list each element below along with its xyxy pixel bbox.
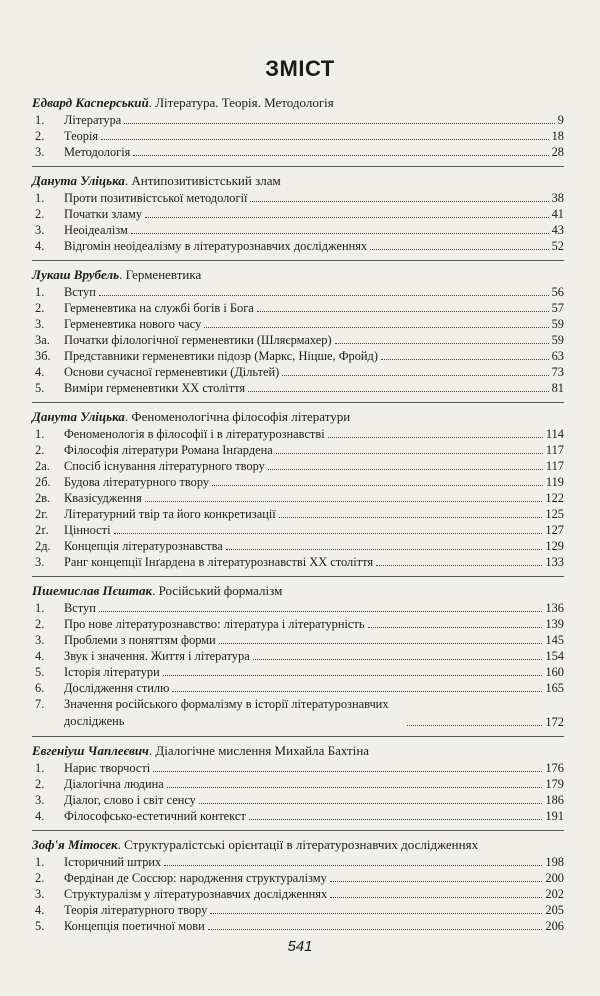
entry-title: Початки зламу: [64, 207, 143, 221]
entry-number: 3а.: [35, 333, 50, 347]
entry-number: 2.: [35, 443, 45, 457]
entry-title: Неоідеалізм: [64, 223, 128, 237]
toc-entry: [32, 792, 564, 808]
entry-number: 2.: [35, 617, 45, 631]
entry-page-number: 38: [551, 191, 564, 205]
entry-title: Фердінан де Соссюр: народження структуралізму: [64, 871, 327, 885]
section-author: Зоф'я Мітосек: [32, 837, 118, 852]
entry-number: 2ґ.: [35, 523, 49, 537]
entry-page-number: 52: [551, 239, 564, 253]
leader-dots: [370, 249, 548, 250]
toc-section: [32, 267, 564, 396]
toc-entry: [32, 458, 564, 474]
entry-title: Діалогічна людина: [64, 777, 164, 791]
leader-dots: [212, 485, 543, 486]
entry-number: 2б.: [35, 475, 51, 489]
leader-dots: [204, 327, 548, 328]
entry-page-number: 139: [545, 617, 564, 631]
leader-dots: [376, 565, 542, 566]
entry-title: Будова літературного твору: [64, 475, 210, 489]
entry-title: Ранг концепції Інґардена в літературознавстві XX століття: [64, 555, 374, 569]
entry-page-number: 205: [545, 903, 564, 917]
entry-number: 3.: [35, 793, 45, 807]
entry-title: Герменевтика на службі богів і Бога: [64, 301, 254, 315]
section-divider: [32, 576, 564, 577]
entry-number: 6.: [35, 681, 45, 695]
entry-title: Концепція поетичної мови: [64, 919, 205, 933]
entry-number: 5.: [35, 919, 45, 933]
entry-page-number: 43: [551, 223, 564, 237]
toc-entry: [32, 474, 564, 490]
section-author: Едвард Касперський: [32, 95, 149, 110]
toc-entry: [32, 870, 564, 886]
section-topic: . Російський формалізм: [152, 583, 283, 598]
toc-entry: [32, 538, 564, 554]
leader-dots: [328, 437, 543, 438]
entry-page-number: 122: [545, 491, 564, 505]
entry-page-number: 81: [551, 381, 564, 395]
section-author: Лукаш Врубель: [32, 267, 120, 282]
entry-number: 1.: [35, 285, 45, 299]
leader-dots: [330, 897, 542, 898]
entry-number: 4.: [35, 903, 45, 917]
entry-title: Теорія літературного твору: [64, 903, 208, 917]
toc-entry: [32, 222, 564, 238]
section-author: Данута Уліцька: [32, 173, 125, 188]
entry-number: 3б.: [35, 349, 51, 363]
leader-dots: [163, 675, 543, 676]
toc-entry: [32, 506, 564, 522]
leader-dots: [381, 359, 549, 360]
entry-title: Проблеми з поняттям форми: [64, 633, 216, 647]
entry-number: 2в.: [35, 491, 51, 505]
toc-entry: [32, 776, 564, 792]
toc-section: [32, 583, 564, 730]
entry-page-number: 41: [551, 207, 564, 221]
entry-title: Діалог, слово і світ сенсу: [64, 793, 196, 807]
entry-number: 1.: [35, 601, 45, 615]
leader-dots: [99, 295, 549, 296]
entry-page-number: 176: [545, 761, 564, 775]
section-divider: [32, 166, 564, 167]
entry-number: 2.: [35, 871, 45, 885]
toc-entry: [32, 128, 564, 144]
leader-dots: [253, 659, 543, 660]
entry-number: 3.: [35, 223, 45, 237]
entry-number: 3.: [35, 633, 45, 647]
entry-page-number: 125: [545, 507, 564, 521]
entry-title: Герменевтика нового часу: [64, 317, 202, 331]
section-author: Данута Уліцька: [32, 409, 125, 424]
leader-dots: [335, 343, 549, 344]
entry-title: Історія літератури: [64, 665, 160, 679]
leader-dots: [268, 469, 543, 470]
entry-number: 7.: [35, 697, 45, 711]
entry-number: 4.: [35, 649, 45, 663]
entry-page-number: 206: [545, 919, 564, 933]
table-of-contents: [32, 95, 564, 936]
toc-section: [32, 837, 564, 934]
section-heading: [32, 95, 564, 111]
section-topic: . Діалогічне мислення Михайла Бахтіна: [148, 743, 370, 758]
toc-entry: [32, 808, 564, 824]
entry-number: 2.: [35, 777, 45, 791]
entry-title: Філософсько-естетичний контекст: [64, 809, 246, 823]
toc-entry: [32, 760, 564, 776]
entry-number: 2.: [35, 129, 45, 143]
entry-page-number: 145: [545, 633, 564, 647]
entry-page-number: 57: [551, 301, 564, 315]
entry-number: 1.: [35, 761, 45, 775]
leader-dots: [164, 865, 542, 866]
entry-number: 2.: [35, 301, 45, 315]
entry-title: Дослідження стилю: [64, 681, 170, 695]
entry-page-number: 165: [545, 681, 564, 695]
entry-title: Структуралізм у літературознавчих дослідженнях: [64, 887, 328, 901]
toc-entry: [32, 300, 564, 316]
entry-page-number: 117: [545, 459, 564, 473]
entry-page-number: 59: [551, 333, 564, 347]
entry-number: 1.: [35, 191, 45, 205]
toc-entry: [32, 554, 564, 570]
entry-page-number: 154: [545, 649, 564, 663]
leader-dots: [226, 549, 543, 550]
entry-page-number: 119: [545, 475, 564, 489]
section-heading: [32, 173, 564, 189]
entry-number: 1.: [35, 113, 45, 127]
entry-title: Представники герменевтики підозр (Маркс, Ніцше, Фройд): [64, 349, 378, 363]
entry-page-number: 160: [545, 665, 564, 679]
entry-title: Література: [64, 113, 122, 127]
toc-entry: [32, 522, 564, 538]
section-heading: [32, 583, 564, 599]
entry-number: 1.: [35, 427, 45, 441]
section-topic: . Література. Теорія. Методологія: [148, 95, 334, 110]
entry-title: Про нове літературознавство: література і літературність: [64, 617, 365, 631]
entry-number: 3.: [35, 887, 45, 901]
toc-entry: [32, 600, 564, 616]
page-title: ЗМІСТ: [265, 56, 335, 81]
leader-dots: [208, 929, 543, 930]
section-author: Евгеніуш Чаплеєвич: [32, 743, 149, 758]
entry-title: Спосіб існування літературного твору: [64, 459, 265, 473]
entry-title: Початки філологічної герменевтики (Шляєрмахер): [64, 333, 332, 347]
toc-entry: [32, 696, 564, 730]
entry-title: Філософія літератури Романа Інґардена: [64, 443, 273, 457]
entry-title: Цінності: [64, 523, 111, 537]
toc-entry: [32, 490, 564, 506]
entry-number: 4.: [35, 809, 45, 823]
section-topic: . Герменевтика: [119, 267, 202, 282]
toc-section: [32, 409, 564, 570]
entry-page-number: 9: [557, 113, 564, 127]
section-divider: [32, 260, 564, 261]
section-heading: [32, 743, 564, 759]
leader-dots: [172, 691, 542, 692]
toc-entry: [32, 238, 564, 254]
leader-dots: [249, 819, 543, 820]
section-divider: [32, 830, 564, 831]
toc-entry: [32, 886, 564, 902]
leader-dots: [199, 803, 543, 804]
entry-title: Квазісудження: [64, 491, 142, 505]
section-topic: . Антипозитивістський злам: [124, 173, 281, 188]
entry-page-number: 136: [545, 601, 564, 615]
entry-page-number: 202: [545, 887, 564, 901]
entry-number: 3.: [35, 555, 45, 569]
toc-entry: [32, 854, 564, 870]
entry-title: Концепція літературознавства: [64, 539, 223, 553]
entry-page-number: 198: [545, 855, 564, 869]
entry-title: Основи сучасної герменевтики (Дільтей): [64, 365, 280, 379]
entry-page-number: 18: [551, 129, 564, 143]
toc-entry: [32, 680, 564, 696]
entry-title: Значення російського формалізму в історії літературознавчих досліджень: [64, 697, 389, 728]
toc-entry: [32, 632, 564, 648]
section-divider: [32, 402, 564, 403]
toc-section: [32, 743, 564, 824]
entry-page-number: 133: [545, 555, 564, 569]
entry-number: 5.: [35, 381, 45, 395]
entry-page-number: 63: [551, 349, 564, 363]
toc-entry: [32, 380, 564, 396]
toc-entry: [32, 112, 564, 128]
entry-number: 2а.: [35, 459, 50, 473]
leader-dots: [210, 913, 542, 914]
leader-dots: [145, 501, 543, 502]
leader-dots: [167, 787, 543, 788]
entry-page-number: 117: [545, 443, 564, 457]
section-topic: . Феноменологічна філософія літератури: [124, 409, 351, 424]
entry-page-number: 73: [551, 365, 564, 379]
entry-title: Відгомін неоідеалізму в літературознавчих дослідженнях: [64, 239, 368, 253]
leader-dots: [368, 627, 543, 628]
entry-title: Літературний твір та його конкретизації: [64, 507, 276, 521]
section-heading: [32, 267, 564, 283]
toc-entry: [32, 190, 564, 206]
entry-title: Нарис творчості: [64, 761, 151, 775]
entry-number: 2д.: [35, 539, 51, 553]
entry-page-number: 191: [545, 809, 564, 823]
toc-entry: [32, 902, 564, 918]
entry-number: 2г.: [35, 507, 48, 521]
toc-entry: [32, 664, 564, 680]
toc-entry: [32, 348, 564, 364]
entry-title: Феноменологія в філософії і в літературознавстві: [64, 427, 325, 441]
leader-dots: [257, 311, 549, 312]
entry-page-number: 129: [545, 539, 564, 553]
entry-number: 1.: [35, 855, 45, 869]
toc-entry: [32, 284, 564, 300]
toc-entry: [32, 648, 564, 664]
toc-section: [32, 95, 564, 160]
leader-dots: [407, 725, 542, 726]
entry-page-number: 56: [551, 285, 564, 299]
entry-number: 4.: [35, 239, 45, 253]
entry-page-number: 114: [545, 427, 564, 441]
entry-number: 3.: [35, 145, 45, 159]
leader-dots: [145, 217, 549, 218]
leader-dots: [133, 155, 548, 156]
toc-entry: [32, 144, 564, 160]
entry-title: Теорія: [64, 129, 99, 143]
entry-page-number: 200: [545, 871, 564, 885]
toc-entry: [32, 364, 564, 380]
leader-dots: [101, 139, 548, 140]
entry-page-number: 172: [545, 715, 564, 729]
entry-number: 2.: [35, 207, 45, 221]
leader-dots: [250, 201, 548, 202]
section-heading: [32, 409, 564, 425]
toc-entry: [32, 616, 564, 632]
entry-number: 3.: [35, 317, 45, 331]
section-author: Пшемислав Пєштак: [32, 583, 153, 598]
entry-page-number: 127: [545, 523, 564, 537]
leader-dots: [330, 881, 543, 882]
leader-dots: [219, 643, 543, 644]
entry-title: Звук і значення. Життя і література: [64, 649, 250, 663]
toc-entry: [32, 206, 564, 222]
page-number: 541: [287, 938, 313, 955]
entry-title: Історичний штрих: [64, 855, 162, 869]
section-topic: . Структуралістські орієнтації в літературознавчих дослідженнях: [117, 837, 479, 852]
leader-dots: [276, 453, 543, 454]
entry-page-number: 28: [551, 145, 564, 159]
toc-entry: [32, 332, 564, 348]
entry-page-number: 179: [545, 777, 564, 791]
entry-title: Виміри герменевтики XX століття: [64, 381, 246, 395]
entry-title: Вступ: [64, 285, 96, 299]
leader-dots: [114, 533, 543, 534]
entry-title: Вступ: [64, 601, 96, 615]
entry-title: Методологія: [64, 145, 131, 159]
entry-number: 4.: [35, 365, 45, 379]
leader-dots: [131, 233, 549, 234]
section-heading: [32, 837, 564, 853]
toc-entry: [32, 442, 564, 458]
entry-page-number: 59: [551, 317, 564, 331]
leader-dots: [282, 375, 548, 376]
leader-dots: [124, 123, 555, 124]
toc-section: [32, 173, 564, 254]
toc-entry: [32, 918, 564, 934]
leader-dots: [248, 391, 549, 392]
entry-page-number: 186: [545, 793, 564, 807]
entry-title: Проти позитивістської методології: [64, 191, 248, 205]
toc-entry: [32, 426, 564, 442]
leader-dots: [153, 771, 542, 772]
leader-dots: [99, 611, 543, 612]
entry-number: 5.: [35, 665, 45, 679]
leader-dots: [279, 517, 543, 518]
section-divider: [32, 736, 564, 737]
toc-entry: [32, 316, 564, 332]
